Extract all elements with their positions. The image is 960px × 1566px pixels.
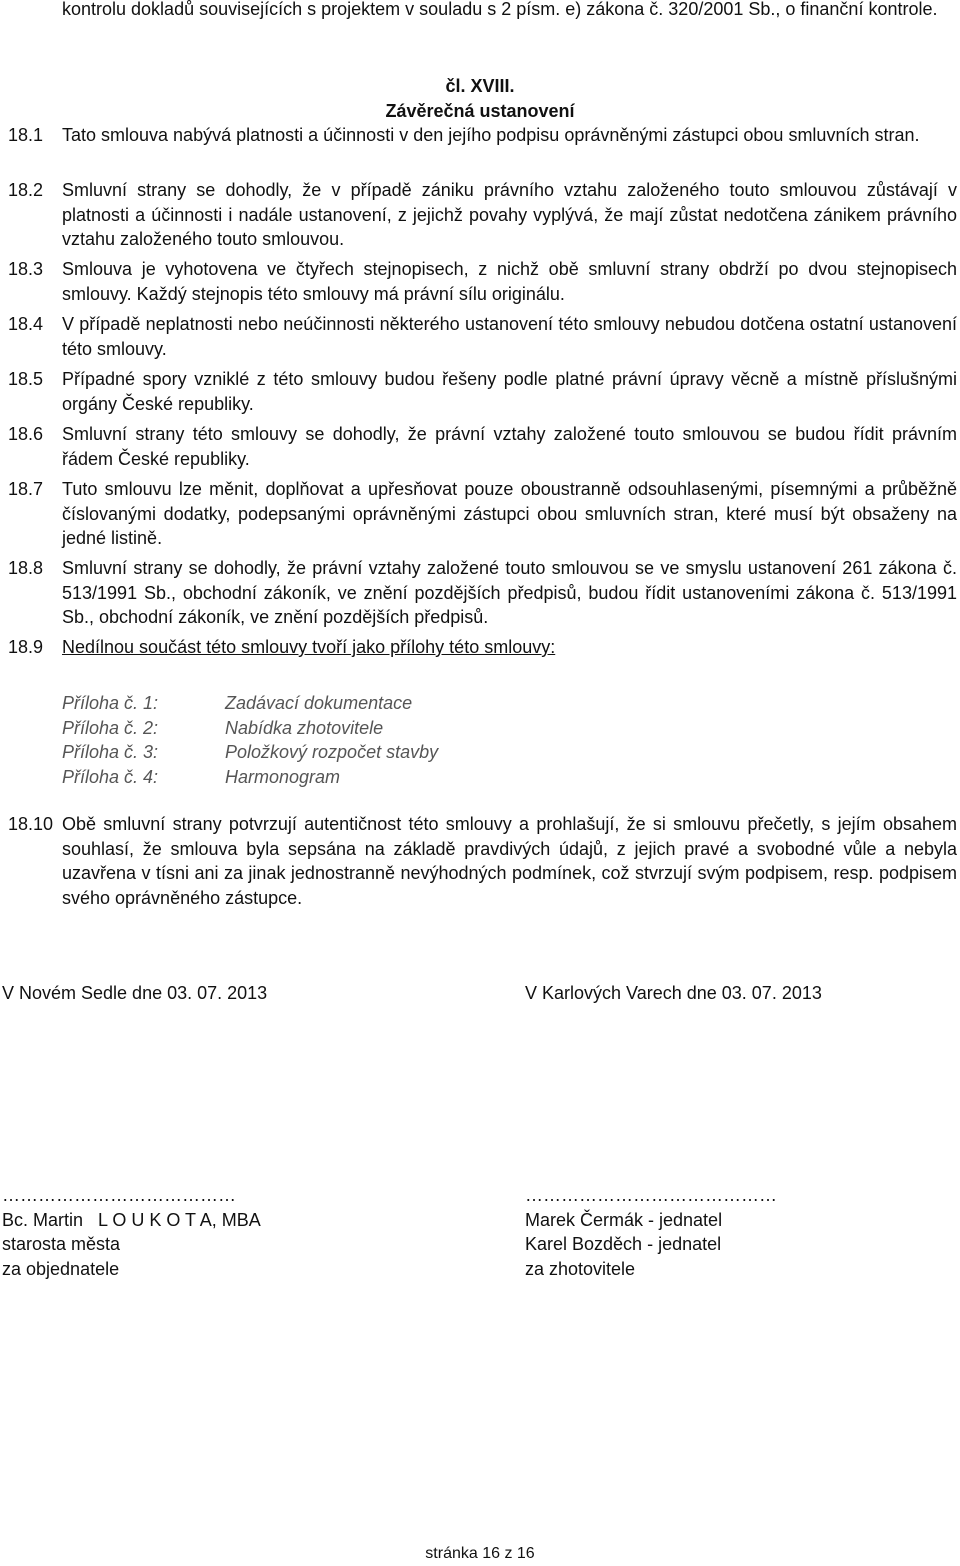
clause-number: 18.5 [8,369,44,389]
annex-list-heading: Nedílnou součást této smlouvy tvoří jako přílohy této smlouvy: [62,637,556,657]
clause-number: 18.2 [8,180,44,200]
annex-title: Položkový rozpočet stavby [225,742,439,762]
intro-paragraph: kontrolu dokladů souvisejících s projektem v souladu s 2 písm. e) zákona č. 320/2001 Sb., o finanční kontrole. [62,0,938,19]
annex-label: Příloha č. 4: [62,766,159,787]
article-number: čl. XVIII. [445,76,515,96]
left-signatory-name: Bc. Martin L O U K O T A, MBA [2,1210,261,1230]
clause-number: 18.10 [8,814,54,834]
list-item [62,740,438,765]
left-party: za objednatele [2,1259,120,1279]
clause-18-8 [8,556,957,630]
annex-title: Nabídka zhotovitele [225,717,384,738]
clause-text: Případné spory vzniklé z této smlouvy budou řešeny podle platné právní úpravy věcně a místně příslušnými orgány České republiky. [62,369,957,414]
right-party: za zhotovitele [525,1259,636,1279]
left-place-date: V Novém Sedle dne 03. 07. 2013 [2,983,268,1003]
clause-number: 18.1 [8,125,44,145]
clause-number: 18.4 [8,314,44,334]
right-signature-line: …………………………………… [525,1185,777,1205]
clause-18-10 [8,812,957,910]
clause-18-4 [8,312,957,361]
clause-18-6 [8,422,957,471]
annex-label: Příloha č. 1: [62,693,159,713]
annex-label: Příloha č. 3: [62,742,159,762]
clause-number: 18.3 [8,259,44,279]
annex-list [62,691,438,789]
right-place-date: V Karlových Varech dne 03. 07. 2013 [525,983,822,1003]
clause-18-5 [8,367,957,416]
clause-text: Tuto smlouvu lze měnit, doplňovat a upřesňovat pouze oboustranně odsouhlasenými, písemnými a průběžně číslovanými dodatky, podepsanými oprávněnými zástupci obou smluvních stran, které musí být obsaženy na jedné listině. [62,479,957,548]
right-signatory-name: Marek Čermák - jednatel [525,1210,723,1230]
clause-number: 18.9 [8,637,44,657]
clause-18-3 [8,257,957,306]
clause-text: V případě neplatnosti nebo neúčinnosti některého ustanovení této smlouvy nebudou dotčena ostatní ustanovení této smlouvy. [62,314,957,359]
clause-number: 18.7 [8,479,44,499]
annex-title: Harmonogram [225,766,341,787]
clause-18-7 [8,477,957,551]
clause-text: Smluvní strany této smlouvy se dohodly, že právní vztahy založené touto smlouvou se budou řídit právním řádem České republiky. [62,424,957,469]
list-item [62,691,438,716]
clause-text: Smluvní strany se dohodly, že v případě zániku právního vztahu založeného touto smlouvou zůstávají v platnosti a účinnosti i nadále ustanovení, z jejichž povahy vyplývá, že mají zůstat nedotčena zánikem právního vztahu založeného touto smlouvou. [62,180,957,249]
list-item [62,765,438,790]
clause-text: Smlouva je vyhotovena ve čtyřech stejnopisech, z nichž obě smluvní strany obdrží po dvou stejnopisech smlouvy. Každý stejnopis této smlouvy má právní sílu originálu. [62,259,957,304]
clause-text: Obě smluvní strany potvrzují autentičnost této smlouvy a prohlašují, že si smlouvu přečetly, s jejím obsahem souhlasí, že smlouva byla sepsána na základě pravdivých údajů, z jejich pravé a svobodné vůle a nebyla uzavřena v tísni ani za jinak jednostranně nevýhodných podmínek, což stvrzují svým podpisem, resp. podpisem svého oprávněného zástupce. [62,814,957,908]
annex-label: Příloha č. 2: [62,717,159,738]
left-signature-line: ………………………………… [2,1185,236,1205]
clause-18-2 [8,178,957,252]
clause-18-9 [8,635,957,660]
clause-number: 18.6 [8,424,44,444]
clause-18-1 [8,123,957,148]
article-title: Závěrečná ustanovení [385,101,575,121]
left-signatory-role: starosta města [2,1234,121,1254]
annex-title: Zadávací dokumentace [225,693,413,713]
clause-text: Smluvní strany se dohodly, že právní vztahy založené touto smlouvou se ve smyslu ustanovení 261 zákona č. 513/1991 Sb., obchodní zákoník, ve znění pozdějších předpisů, budou řídit ustanoveními zákona č. 513/1991 Sb., obchodní zákoník, ve znění pozdějších předpisů. [62,558,957,627]
clause-number: 18.8 [8,558,44,578]
clause-text: Tato smlouva nabývá platnosti a účinnosti v den jejího podpisu oprávněnými zástupci obou smluvních stran. [62,125,920,145]
right-signatory-name-2: Karel Bozděch - jednatel [525,1234,722,1254]
list-item [62,716,438,741]
page-number: stránka 16 z 16 [425,1545,535,1562]
